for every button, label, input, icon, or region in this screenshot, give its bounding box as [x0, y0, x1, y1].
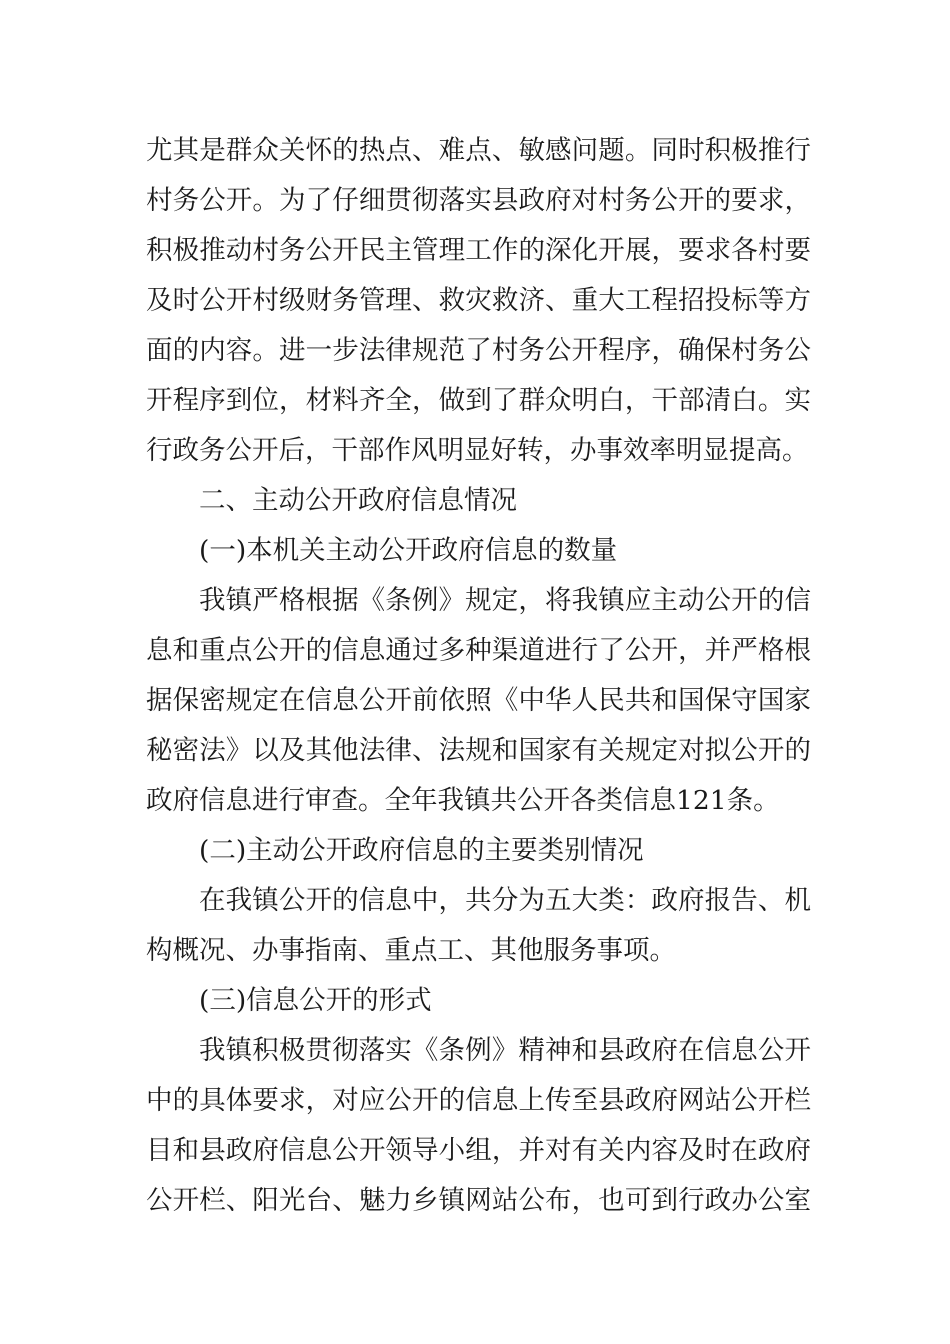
- text-line: 息和重点公开的信息通过多种渠道进行了公开，并严格根: [146, 635, 811, 666]
- section-heading: 二、主动公开政府信息情况: [199, 485, 517, 516]
- text-line: 构概况、办事指南、重点工、其他服务事项。: [146, 935, 676, 966]
- text-line: 面的内容。进一步法律规范了村务公开程序，确保村务公: [146, 335, 811, 366]
- text-line: 在我镇公开的信息中，共分为五大类：政府报告、机: [199, 885, 811, 916]
- text-line: 积极推动村务公开民主管理工作的深化开展，要求各村要: [146, 235, 811, 266]
- subsection-heading: (三)信息公开的形式: [199, 985, 432, 1016]
- text-line: 秘密法》以及其他法律、法规和国家有关规定对拟公开的: [146, 735, 811, 766]
- text-line: 行政务公开后，干部作风明显好转，办事效率明显提高。: [146, 435, 809, 466]
- text-line: 公开栏、阳光台、魅力乡镇网站公布，也可到行政办公室: [146, 1185, 811, 1216]
- body-text: [146, 126, 811, 1226]
- text-line: 村务公开。为了仔细贯彻落实县政府对村务公开的要求，: [146, 185, 811, 216]
- text-line: 据保密规定在信息公开前依照《中华人民共和国保守国家: [146, 685, 811, 716]
- text-line: 我镇积极贯彻落实《条例》精神和县政府在信息公开: [199, 1035, 811, 1066]
- text-line: 尤其是群众关怀的热点、难点、敏感问题。同时积极推行: [146, 135, 811, 166]
- subsection-heading: (二)主动公开政府信息的主要类别情况: [199, 835, 644, 866]
- text-line: 中的具体要求，对应公开的信息上传至县政府网站公开栏: [146, 1085, 811, 1116]
- text-line: 目和县政府信息公开领导小组，并对有关内容及时在政府: [146, 1135, 811, 1166]
- subsection-heading: (一)本机关主动公开政府信息的数量: [199, 535, 618, 566]
- text-line: 及时公开村级财务管理、救灾救济、重大工程招投标等方: [146, 285, 811, 316]
- text-line: 政府信息进行审查。全年我镇共公开各类信息121条。: [146, 785, 780, 816]
- text-line: 开程序到位，材料齐全，做到了群众明白，干部清白。实: [146, 385, 811, 416]
- text-line: 我镇严格根据《条例》规定，将我镇应主动公开的信: [199, 585, 811, 616]
